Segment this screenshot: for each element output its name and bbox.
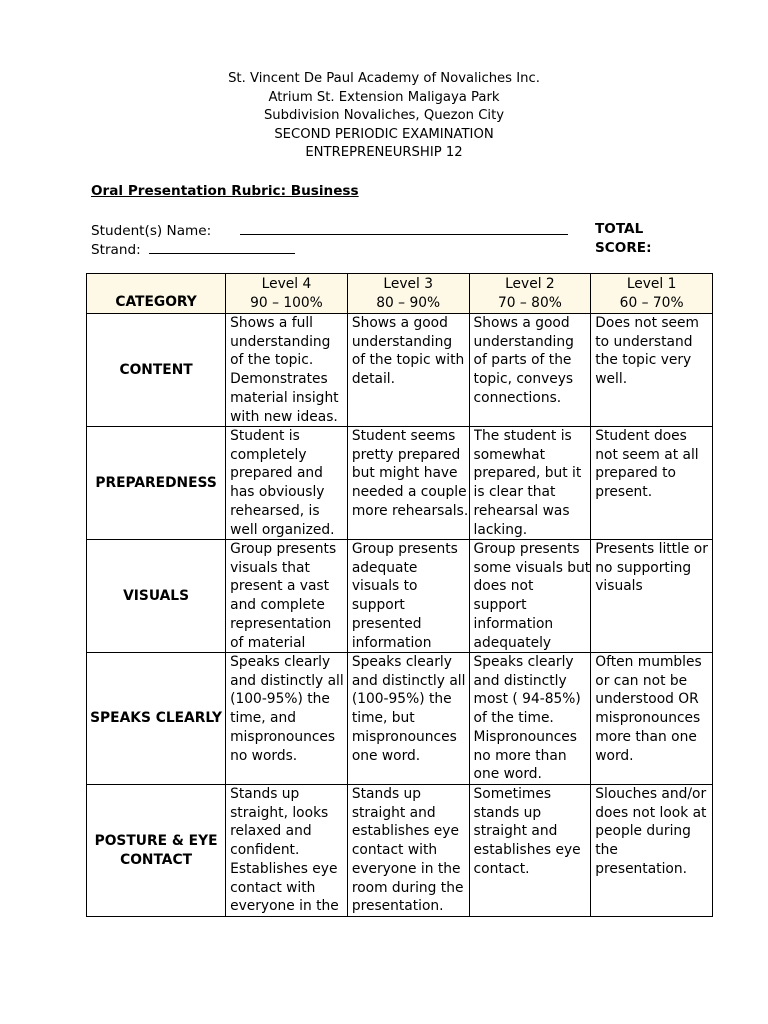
criteria-text: Speaks clearly and distinctly all (100-95%) the time, and mispronounces no words.: [230, 654, 344, 764]
criteria-cell: [591, 427, 713, 540]
school-name: St. Vincent De Paul Academy of Novaliches Inc.: [228, 71, 540, 86]
strand-blank[interactable]: [149, 239, 295, 254]
school-address-line-1: Atrium St. Extension Maligaya Park: [268, 89, 500, 105]
level-header: [226, 274, 348, 314]
total-label-line-2: SCORE:: [595, 240, 652, 256]
criteria-text: The student is somewhat prepared, but it is clear that rehearsal was lacking.: [473, 428, 582, 538]
category-cell: CONTENT: [87, 314, 226, 427]
criteria-text: Shows a good understanding of the topic with detail.: [351, 315, 465, 388]
criteria-cell: [226, 540, 348, 653]
level-range: 70 – 80%: [497, 294, 562, 311]
criteria-cell: [347, 314, 469, 427]
level-header: [591, 274, 713, 314]
level-header: [347, 274, 469, 314]
category-cell: SPEAKS CLEARLY: [87, 653, 226, 785]
student-name-label: Student(s) Name:: [91, 223, 212, 239]
criteria-cell: [347, 427, 469, 540]
level-name: Level 3: [383, 276, 433, 292]
table-row: [87, 427, 713, 540]
level-name: Level 2: [505, 276, 555, 292]
category-header: CATEGORY: [87, 274, 226, 314]
strand-line: [91, 239, 295, 258]
criteria-text: Stands up straight and establishes eye contact with everyone in the room during the presentation.: [351, 786, 464, 915]
student-name-line: [91, 220, 568, 239]
criteria-text: Group presents adequate visuals to support presented information: [351, 541, 458, 651]
table-row: [87, 314, 713, 427]
criteria-cell: [226, 427, 348, 540]
criteria-text: Student does not seem at all prepared to present.: [595, 428, 699, 501]
criteria-cell: [591, 785, 713, 917]
category-cell: VISUALS: [87, 540, 226, 653]
criteria-text: Student is completely prepared and has obviously rehearsed, is well organized.: [230, 428, 335, 538]
table-row: [87, 540, 713, 653]
criteria-cell: [347, 653, 469, 785]
level-range: 80 – 90%: [376, 294, 441, 311]
table-row: [87, 653, 713, 785]
rubric-table: [86, 273, 713, 917]
criteria-cell: [591, 653, 713, 785]
criteria-cell: [591, 314, 713, 427]
criteria-cell: [469, 653, 591, 785]
criteria-cell: [469, 427, 591, 540]
student-name-blank[interactable]: [240, 220, 568, 235]
total-label-line-1: TOTAL: [595, 221, 644, 237]
criteria-cell: [347, 540, 469, 653]
document-header: [0, 70, 768, 163]
level-name: Level 4: [261, 276, 312, 292]
level-range: 90 – 100%: [250, 294, 323, 311]
rubric-title: Oral Presentation Rubric: Business: [91, 183, 359, 199]
criteria-text: Does not seem to understand the topic very well.: [595, 315, 699, 388]
criteria-text: Stands up straight, looks relaxed and confident. Establishes eye contact with everyone in the: [230, 786, 339, 915]
strand-label: Strand:: [91, 242, 141, 258]
criteria-text: Speaks clearly and distinctly all (100-95%) the time, but mispronounces one word.: [351, 654, 466, 764]
subject-title: ENTREPRENEURSHIP 12: [305, 145, 463, 160]
criteria-cell: [226, 653, 348, 785]
criteria-cell: [226, 314, 348, 427]
criteria-cell: [347, 785, 469, 917]
criteria-text: Sometimes stands up straight and establishes eye contact.: [473, 786, 581, 877]
criteria-cell: [226, 785, 348, 917]
criteria-text: Speaks clearly and distinctly most ( 94-85%) of the time. Mispronounces no more than one word.: [473, 654, 581, 783]
criteria-text: Shows a good understanding of parts of the topic, conveys connections.: [473, 315, 574, 406]
level-name: Level 1: [626, 276, 677, 292]
table-row: [87, 785, 713, 917]
level-header: [469, 274, 591, 314]
school-address-line-2: Subdivision Novaliches, Quezon City: [263, 108, 505, 123]
criteria-text: Presents little or no supporting visuals: [595, 541, 708, 595]
criteria-text: Shows a full understanding of the topic. Demonstrates material insight with new ideas.: [230, 315, 339, 425]
criteria-cell: [469, 540, 591, 653]
category-cell: POSTURE & EYE CONTACT: [87, 785, 226, 917]
level-range: 60 – 70%: [619, 294, 684, 311]
criteria-text: Often mumbles or can not be understood OR mispronounces more than one word.: [595, 654, 702, 764]
total-score-label: [595, 220, 652, 258]
criteria-cell: [591, 540, 713, 653]
criteria-text: Student seems pretty prepared but might have needed a couple more rehearsals.: [351, 428, 469, 519]
criteria-text: Slouches and/or does not look at people during the presentation.: [595, 786, 707, 877]
criteria-text: Group presents some visuals but does not support information adequately: [473, 541, 591, 651]
criteria-cell: [469, 314, 591, 427]
exam-title: SECOND PERIODIC EXAMINATION: [274, 126, 494, 142]
category-cell: PREPAREDNESS: [87, 427, 226, 540]
table-header-row: [87, 274, 713, 314]
criteria-text: Group presents visuals that present a vast and complete representation of material: [230, 541, 337, 651]
criteria-cell: [469, 785, 591, 917]
